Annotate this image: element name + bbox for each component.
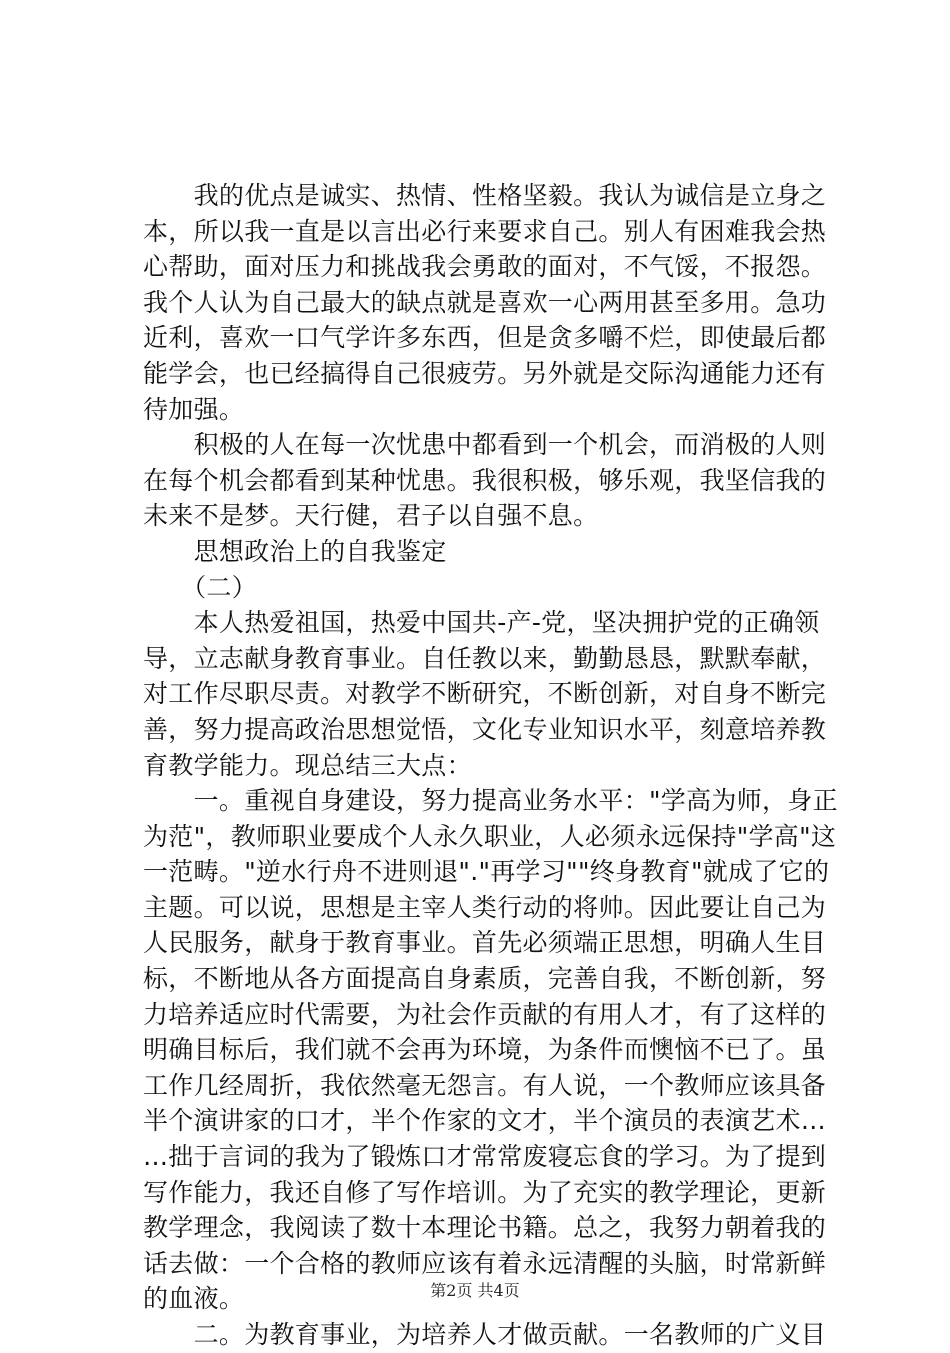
section-number: （二） [143,572,258,602]
text-line: 写作能力，我还自修了写作培训。为了充实的教学理论，更新 [143,1177,827,1207]
text-line: 积极的人在每一次忧患中都看到一个机会，而消极的人则 [143,430,827,460]
text-line: 本，所以我一直是以言出必行来要求自己。别人有困难我会热 [143,216,827,246]
text-line: 的血液。 [143,1284,245,1314]
text-line: 主题。可以说，思想是主宰人类行动的将帅。因此要让自己为 [143,892,827,922]
text-line: 我个人认为自己最大的缺点就是喜欢一心两用甚至多用。急功 [143,287,827,317]
text-line: 未来不是梦。天行健，君子以自强不息。 [143,501,599,531]
text-line: 工作几经周折，我依然毫无怨言。有人说，一个教师应该具备 [143,1070,827,1100]
text-line: 在每个机会都看到某种忧患。我很积极，够乐观，我坚信我的 [143,465,827,495]
text-line: 标，不断地从各方面提高自身素质，完善自我，不断创新，努 [143,964,827,994]
text-line: 善，努力提高政治思想觉悟，文化专业知识水平，刻意培养教 [143,714,827,744]
text-line: 近利，喜欢一口气学许多东西，但是贪多嚼不烂，即使最后都 [143,323,827,353]
text-line: 一范畴。"逆水行舟不进则退"."再学习""终身教育"就成了它的 [143,857,830,887]
text-line: 人民服务，献身于教育事业。首先必须端正思想，明确人生目 [143,928,827,958]
text-line: 对工作尽职尽责。对教学不断研究，不断创新，对自身不断完 [143,679,827,709]
text-line: 为范"，教师职业要成个人永久职业，人必须永远保持"学高"这 [143,821,837,851]
text-line: 明确目标后，我们就不会再为环境，为条件而懊恼不已了。虽 [143,1035,827,1065]
document-body [143,178,843,1353]
section-heading: 思想政治上的自我鉴定 [143,536,447,566]
text-line: 力培养适应时代需要，为社会作贡献的有用人才，有了这样的 [143,999,827,1029]
text-line: 本人热爱祖国，热爱中国共-产-党，坚决拥护党的正确领 [143,608,820,638]
text-line: 育教学能力。现总结三大点： [143,750,472,780]
text-line: 待加强。 [143,394,245,424]
text-line: 导，立志献身教育事业。自任教以来，勤勤恳恳，默默奉献， [143,643,827,673]
text-line: …拙于言词的我为了锻炼口才常常废寝忘食的学习。为了提到 [143,1142,827,1172]
text-line: 能学会，也已经搞得自己很疲劳。另外就是交际沟通能力还有 [143,358,827,388]
text-line: 教学理念，我阅读了数十本理论书籍。总之，我努力朝着我的 [143,1213,827,1243]
page-number-footer: 第2页 共4页 [430,1281,520,1300]
text-line: 二。为教育事业，为培养人才做贡献。一名教师的广义目 [143,1320,827,1349]
text-line: 我的优点是诚实、热情、性格坚毅。我认为诚信是立身之 [143,181,827,210]
text-line: 心帮助，面对压力和挑战我会勇敢的面对，不气馁，不报怨。 [143,252,827,282]
text-line: 一。重视自身建设，努力提高业务水平："学高为师，身正 [143,786,838,816]
text-line: 半个演讲家的口才，半个作家的文才，半个演员的表演艺术… [143,1106,827,1136]
text-line: 话去做：一个合格的教师应该有着永远清醒的头脑，时常新鲜 [143,1248,827,1278]
